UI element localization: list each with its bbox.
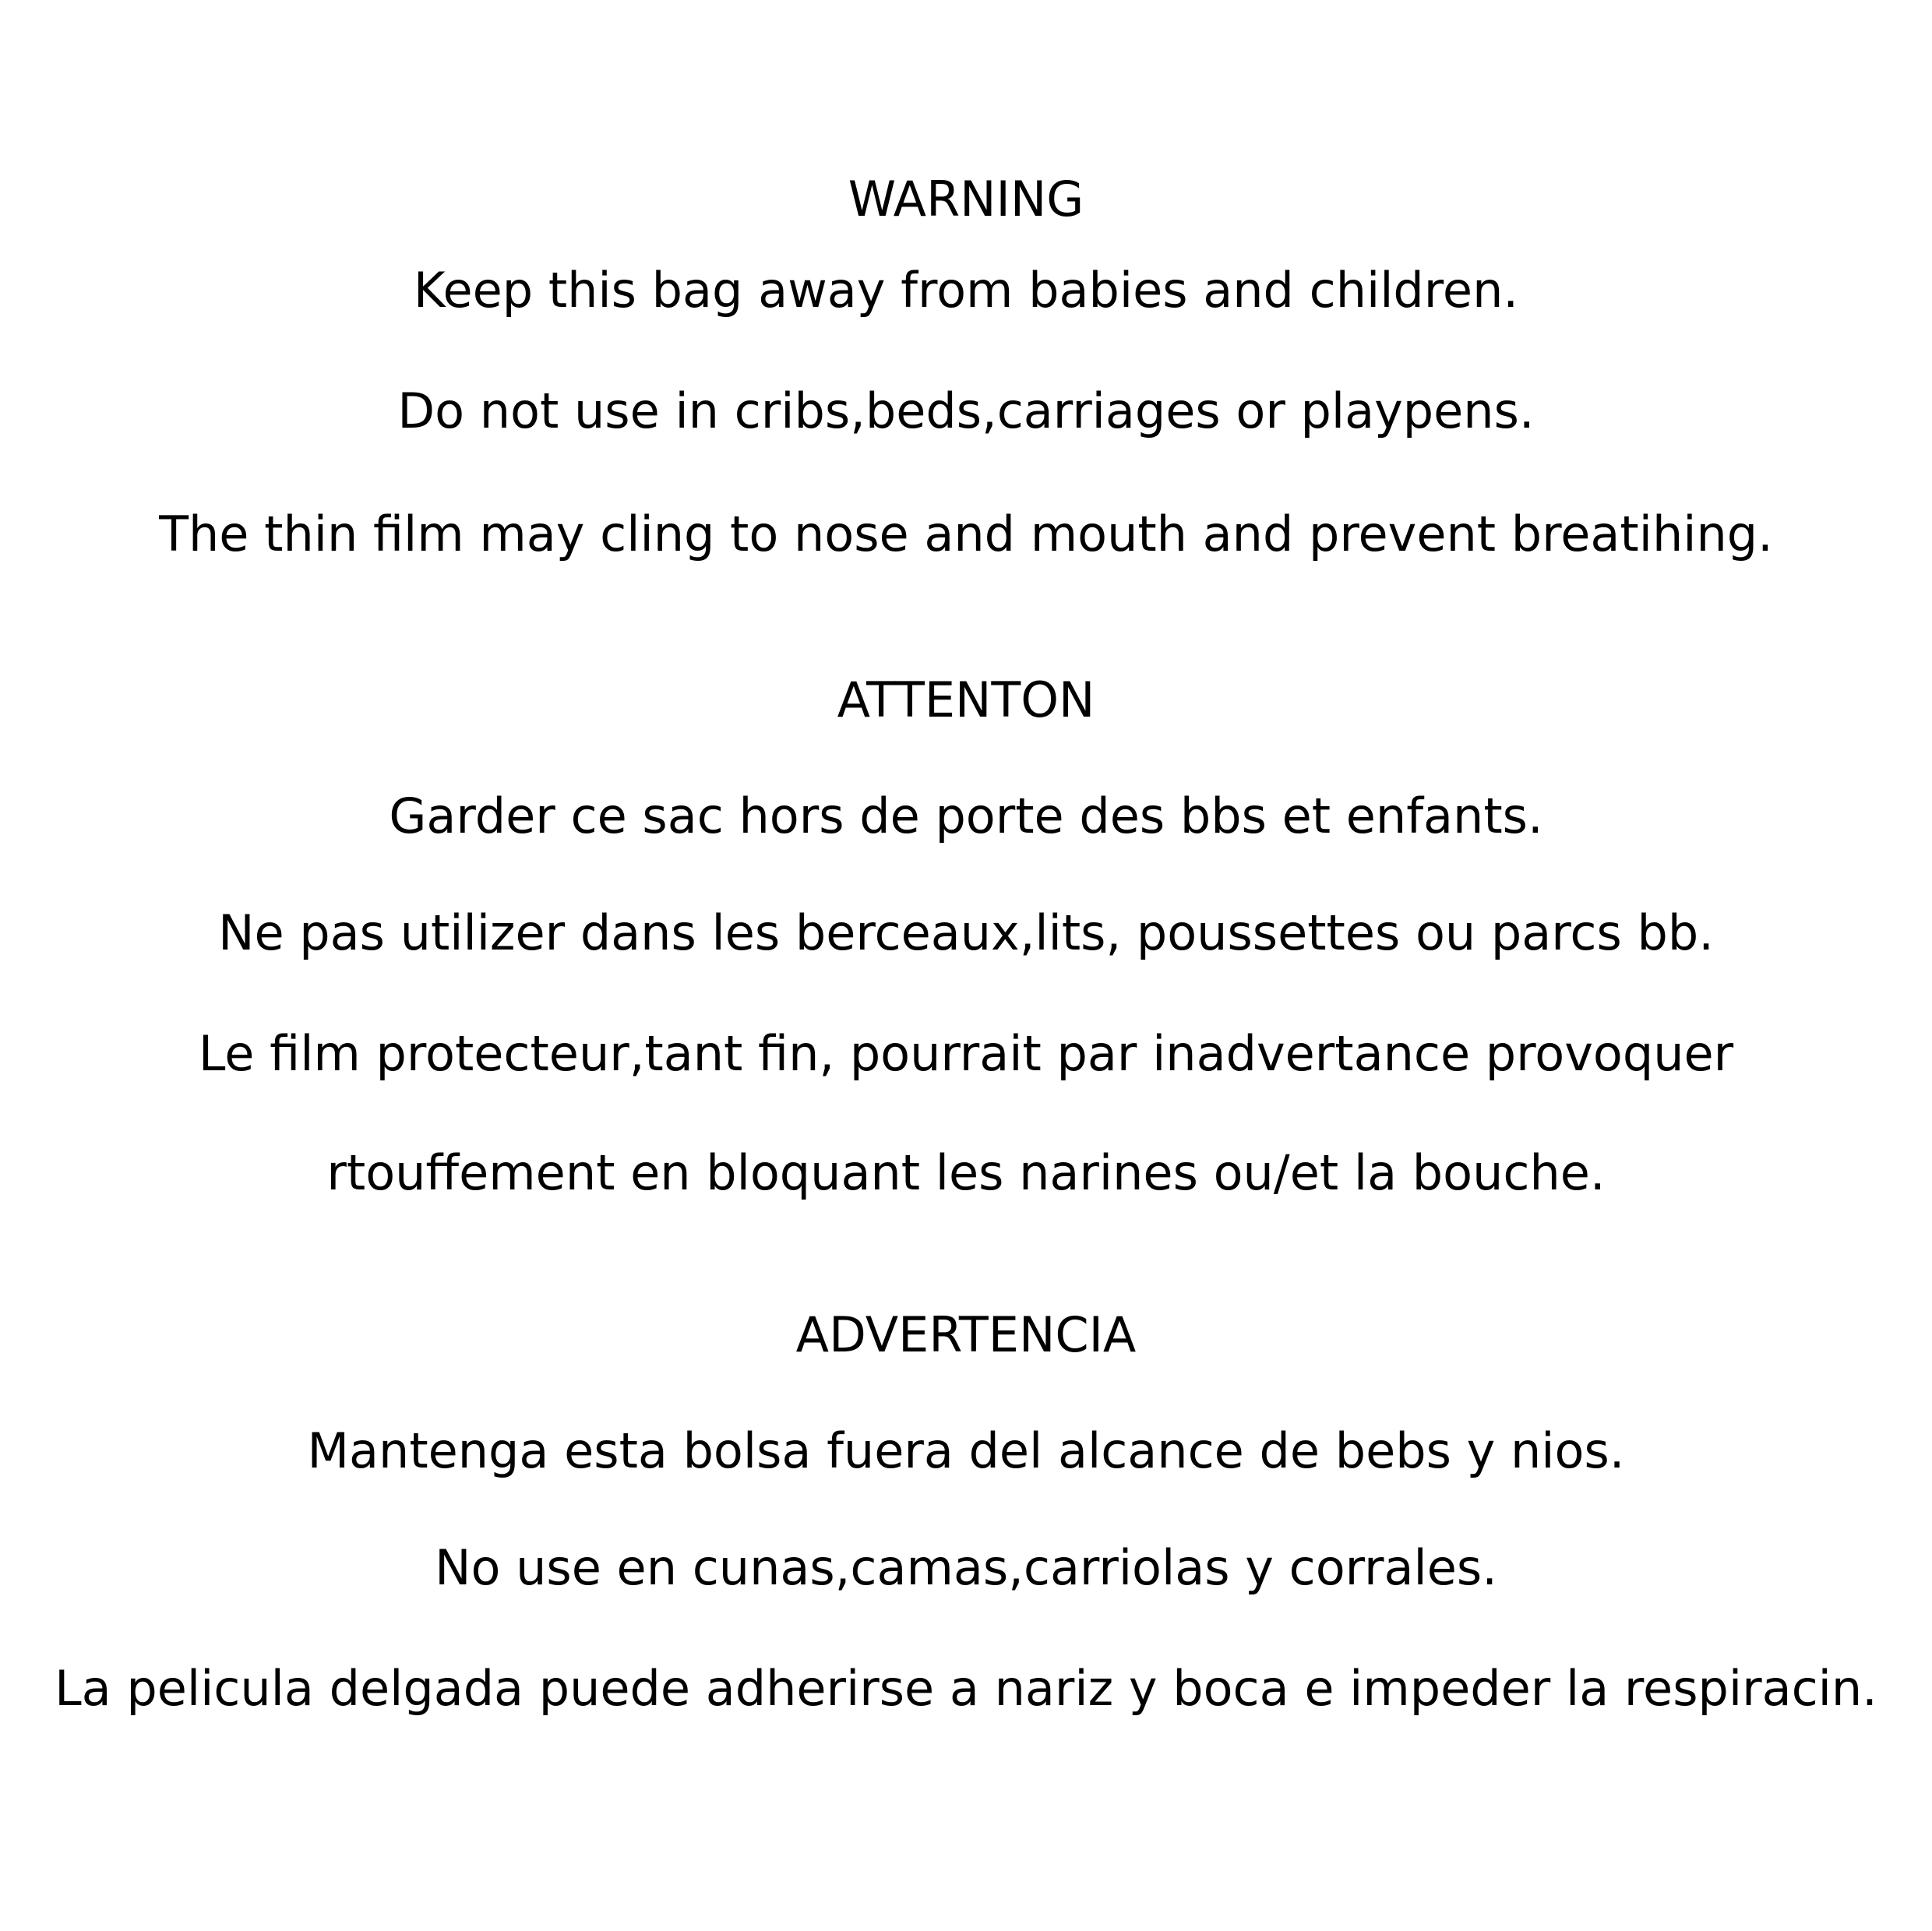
attention-line-1: Garder ce sac hors de porte des bbs et enfants. [389,788,1543,844]
warning-heading: WARNING [848,171,1084,227]
warning-line-3: The thin film may cling to nose and mouth and prevent breatihing. [159,506,1773,562]
warning-line-2: Do not use in cribs,beds,carriages or playpens. [397,382,1535,439]
attention-line-3: Le film protecteur,tant fin, pourrait par inadvertance provoquer [198,1025,1734,1082]
advertencia-heading: ADVERTENCIA [795,1306,1137,1363]
attention-heading: ATTENTON [837,671,1095,728]
advertencia-line-1: Mantenga esta bolsa fuera del alcance de bebs y nios. [307,1422,1625,1479]
warning-line-1: Keep this bag away from babies and children. [413,262,1519,319]
attention-line-4: rtouffement en bloquant les narines ou/et la bouche. [326,1144,1606,1201]
attention-line-2: Ne pas utilizer dans les berceaux,lits, poussettes ou parcs bb. [218,904,1714,961]
advertencia-line-3: La pelicula delgada puede adherirse a nariz y boca e impeder la respiracin. [55,1660,1877,1717]
advertencia-line-2: No use en cunas,camas,carriolas y corrales. [435,1539,1497,1596]
